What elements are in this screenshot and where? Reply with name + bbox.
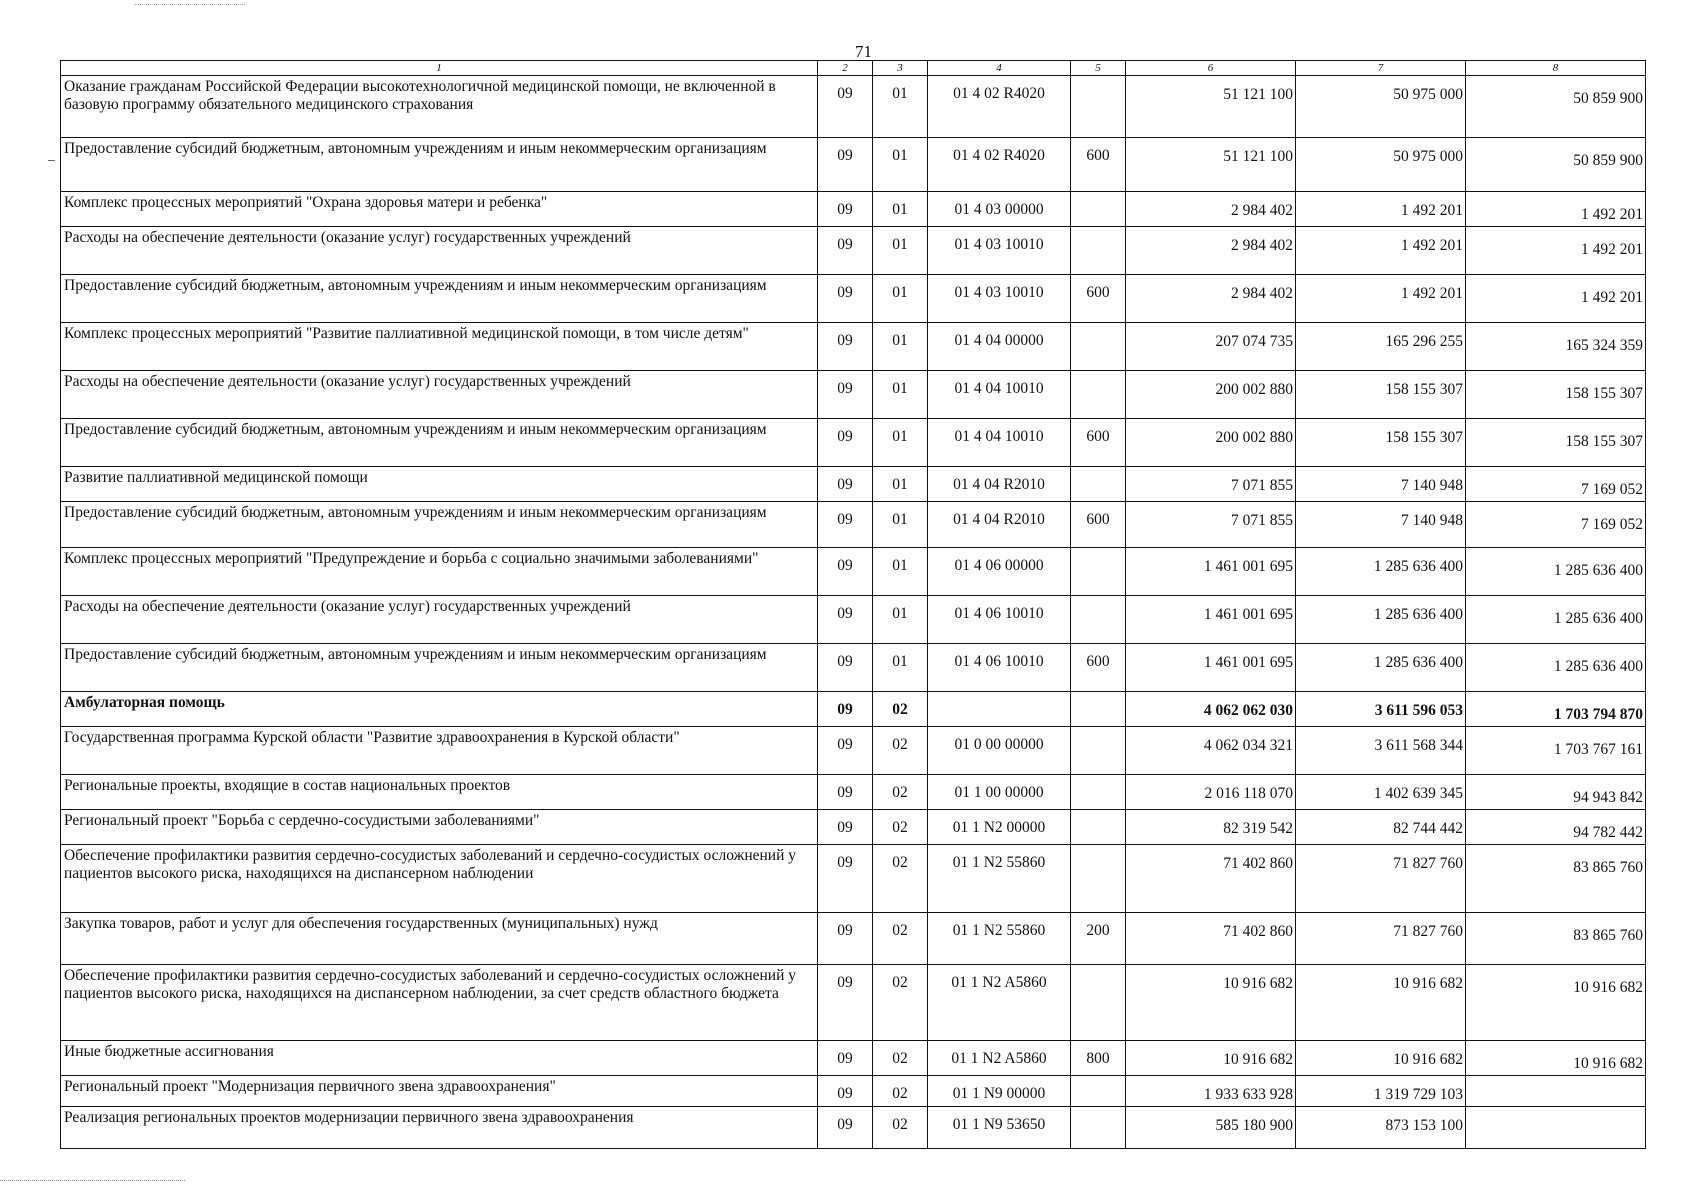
row-subsection-cell: 02 (873, 965, 928, 1041)
row-name-cell: Иные бюджетные ассигнования (61, 1041, 818, 1076)
row-expense-type-cell (1071, 1076, 1126, 1107)
row-name-cell: Комплекс процессных мероприятий "Развитие паллиативной медицинской помощи, в том числе детям" (61, 323, 818, 371)
row-amount-col8-cell: 165 324 359 (1466, 323, 1646, 371)
table-row (61, 965, 1646, 1041)
row-section-cell: 09 (818, 913, 873, 965)
row-amount-col8-cell: 7 169 052 (1466, 467, 1646, 502)
row-subsection-cell: 01 (873, 323, 928, 371)
row-expense-type-cell: 600 (1071, 275, 1126, 323)
row-expense-type-cell: 600 (1071, 502, 1126, 548)
row-amount-col7-cell: 1 319 729 103 (1296, 1076, 1466, 1107)
row-target-article-cell: 01 1 N9 53650 (928, 1107, 1071, 1149)
row-section-cell: 09 (818, 1041, 873, 1076)
scan-artifact-bottom (0, 1180, 185, 1181)
table-row (61, 467, 1646, 502)
row-expense-type-cell (1071, 810, 1126, 845)
row-amount-col7-cell: 1 285 636 400 (1296, 548, 1466, 596)
budget-table-container (60, 60, 1645, 1149)
row-section-cell: 09 (818, 1107, 873, 1149)
row-amount-col8-cell: 83 865 760 (1466, 845, 1646, 913)
row-amount-col6-cell: 2 984 402 (1126, 192, 1296, 227)
row-amount-col8-cell: 1 492 201 (1466, 192, 1646, 227)
row-name-cell: Развитие паллиативной медицинской помощи (61, 467, 818, 502)
row-subsection-cell: 01 (873, 371, 928, 419)
row-subsection-cell: 01 (873, 596, 928, 644)
row-amount-col6-cell: 2 984 402 (1126, 227, 1296, 275)
row-section-cell: 09 (818, 596, 873, 644)
row-name-cell: Обеспечение профилактики развития сердечно-сосудистых заболеваний и сердечно-сосудистых осложнений у пациентов высокого риска, находящихся на диспансерном наблюдении, за счет средств областного бюджета (61, 965, 818, 1041)
row-target-article-cell: 01 4 02 R4020 (928, 76, 1071, 138)
col-header-1: 1 (61, 61, 818, 76)
row-target-article-cell: 01 4 06 00000 (928, 548, 1071, 596)
row-name-cell: Расходы на обеспечение деятельности (оказание услуг) государственных учреждений (61, 227, 818, 275)
col-header-5: 5 (1071, 61, 1126, 76)
row-expense-type-cell (1071, 192, 1126, 227)
row-target-article-cell: 01 4 06 10010 (928, 596, 1071, 644)
row-expense-type-cell: 800 (1071, 1041, 1126, 1076)
row-amount-col8-cell: 10 916 682 (1466, 965, 1646, 1041)
row-amount-col8-cell: 1 285 636 400 (1466, 596, 1646, 644)
row-target-article-cell: 01 1 00 00000 (928, 775, 1071, 810)
row-name-cell: Региональный проект "Борьба с сердечно-сосудистыми заболеваниями" (61, 810, 818, 845)
row-name-cell: Региональные проекты, входящие в состав национальных проектов (61, 775, 818, 810)
row-amount-col6-cell: 7 071 855 (1126, 502, 1296, 548)
row-name-cell: Расходы на обеспечение деятельности (оказание услуг) государственных учреждений (61, 371, 818, 419)
table-row (61, 1041, 1646, 1076)
row-amount-col8-cell (1466, 1107, 1646, 1149)
row-expense-type-cell: 600 (1071, 138, 1126, 192)
row-section-cell: 09 (818, 419, 873, 467)
row-section-cell: 09 (818, 548, 873, 596)
row-section-cell: 09 (818, 192, 873, 227)
row-name-cell: Предоставление субсидий бюджетным, автономным учреждениям и иным некоммерческим организациям (61, 644, 818, 692)
row-amount-col6-cell: 200 002 880 (1126, 371, 1296, 419)
row-target-article-cell: 01 4 02 R4020 (928, 138, 1071, 192)
row-amount-col8-cell: 158 155 307 (1466, 419, 1646, 467)
row-amount-col6-cell: 2 984 402 (1126, 275, 1296, 323)
table-row (61, 692, 1646, 727)
row-name-cell: Расходы на обеспечение деятельности (оказание услуг) государственных учреждений (61, 596, 818, 644)
row-amount-col8-cell (1466, 1076, 1646, 1107)
row-section-cell: 09 (818, 227, 873, 275)
row-amount-col7-cell: 50 975 000 (1296, 138, 1466, 192)
row-amount-col6-cell: 200 002 880 (1126, 419, 1296, 467)
row-subsection-cell: 02 (873, 810, 928, 845)
row-subsection-cell: 01 (873, 76, 928, 138)
row-amount-col7-cell: 7 140 948 (1296, 467, 1466, 502)
row-target-article-cell: 01 4 03 00000 (928, 192, 1071, 227)
row-name-cell: Предоставление субсидий бюджетным, автономным учреждениям и иным некоммерческим организациям (61, 275, 818, 323)
row-amount-col6-cell: 4 062 062 030 (1126, 692, 1296, 727)
row-expense-type-cell (1071, 323, 1126, 371)
row-section-cell: 09 (818, 644, 873, 692)
table-row (61, 138, 1646, 192)
row-amount-col7-cell: 873 153 100 (1296, 1107, 1466, 1149)
row-target-article-cell: 01 1 N2 00000 (928, 810, 1071, 845)
table-row (61, 227, 1646, 275)
row-amount-col6-cell: 51 121 100 (1126, 138, 1296, 192)
row-subsection-cell: 01 (873, 227, 928, 275)
table-row (61, 644, 1646, 692)
row-amount-col7-cell: 82 744 442 (1296, 810, 1466, 845)
table-row (61, 275, 1646, 323)
row-subsection-cell: 01 (873, 502, 928, 548)
row-expense-type-cell: 600 (1071, 644, 1126, 692)
row-section-cell: 09 (818, 727, 873, 775)
row-section-cell: 09 (818, 76, 873, 138)
row-amount-col8-cell: 1 703 794 870 (1466, 692, 1646, 727)
header-row (61, 61, 1646, 76)
row-name-cell: Региональный проект "Модернизация первичного звена здравоохранения" (61, 1076, 818, 1107)
row-subsection-cell: 02 (873, 1076, 928, 1107)
table-row (61, 323, 1646, 371)
table-body (61, 76, 1646, 1149)
row-amount-col8-cell: 1 492 201 (1466, 227, 1646, 275)
row-name-cell: Предоставление субсидий бюджетным, автономным учреждениям и иным некоммерческим организациям (61, 138, 818, 192)
row-section-cell: 09 (818, 323, 873, 371)
row-amount-col7-cell: 1 492 201 (1296, 192, 1466, 227)
row-subsection-cell: 02 (873, 692, 928, 727)
row-name-cell: Оказание гражданам Российской Федерации высокотехнологичной медицинской помощи, не включенной в базовую программу обязательного медицинского страхования (61, 76, 818, 138)
row-expense-type-cell (1071, 965, 1126, 1041)
row-amount-col7-cell: 158 155 307 (1296, 371, 1466, 419)
row-target-article-cell: 01 1 N2 55860 (928, 845, 1071, 913)
table-row (61, 845, 1646, 913)
row-amount-col8-cell: 1 492 201 (1466, 275, 1646, 323)
row-name-cell: Государственная программа Курской области "Развитие здравоохранения в Курской области" (61, 727, 818, 775)
row-subsection-cell: 02 (873, 845, 928, 913)
scan-artifact-top (135, 0, 245, 5)
row-amount-col6-cell: 1 461 001 695 (1126, 548, 1296, 596)
col-header-2: 2 (818, 61, 873, 76)
row-amount-col6-cell: 10 916 682 (1126, 965, 1296, 1041)
row-name-cell: Предоставление субсидий бюджетным, автономным учреждениям и иным некоммерческим организациям (61, 502, 818, 548)
row-target-article-cell: 01 0 00 00000 (928, 727, 1071, 775)
row-target-article-cell: 01 4 06 10010 (928, 644, 1071, 692)
row-target-article-cell: 01 4 03 10010 (928, 227, 1071, 275)
row-amount-col6-cell: 10 916 682 (1126, 1041, 1296, 1076)
row-subsection-cell: 01 (873, 548, 928, 596)
row-target-article-cell (928, 692, 1071, 727)
col-header-4: 4 (928, 61, 1071, 76)
row-amount-col7-cell: 1 285 636 400 (1296, 596, 1466, 644)
row-amount-col7-cell: 1 402 639 345 (1296, 775, 1466, 810)
row-target-article-cell: 01 4 04 R2010 (928, 467, 1071, 502)
table-row (61, 596, 1646, 644)
row-expense-type-cell: 600 (1071, 419, 1126, 467)
row-amount-col7-cell: 3 611 596 053 (1296, 692, 1466, 727)
row-expense-type-cell (1071, 1107, 1126, 1149)
row-amount-col7-cell: 10 916 682 (1296, 1041, 1466, 1076)
row-subsection-cell: 02 (873, 775, 928, 810)
row-amount-col7-cell: 71 827 760 (1296, 913, 1466, 965)
row-section-cell: 09 (818, 965, 873, 1041)
row-amount-col7-cell: 7 140 948 (1296, 502, 1466, 548)
scan-artifact-margin (48, 160, 55, 161)
row-amount-col6-cell: 51 121 100 (1126, 76, 1296, 138)
row-amount-col8-cell: 158 155 307 (1466, 371, 1646, 419)
row-subsection-cell: 01 (873, 138, 928, 192)
row-section-cell: 09 (818, 275, 873, 323)
table-row (61, 810, 1646, 845)
row-subsection-cell: 01 (873, 467, 928, 502)
row-subsection-cell: 02 (873, 1107, 928, 1149)
row-section-cell: 09 (818, 502, 873, 548)
budget-table (60, 60, 1646, 1149)
row-expense-type-cell (1071, 775, 1126, 810)
row-amount-col7-cell: 1 285 636 400 (1296, 644, 1466, 692)
col-header-8: 8 (1466, 61, 1646, 76)
row-expense-type-cell (1071, 548, 1126, 596)
row-name-cell: Амбулаторная помощь (61, 692, 818, 727)
row-amount-col6-cell: 71 402 860 (1126, 845, 1296, 913)
row-target-article-cell: 01 4 04 10010 (928, 371, 1071, 419)
row-amount-col6-cell: 207 074 735 (1126, 323, 1296, 371)
row-amount-col7-cell: 10 916 682 (1296, 965, 1466, 1041)
row-amount-col6-cell: 7 071 855 (1126, 467, 1296, 502)
row-expense-type-cell (1071, 371, 1126, 419)
row-target-article-cell: 01 1 N9 00000 (928, 1076, 1071, 1107)
row-name-cell: Закупка товаров, работ и услуг для обеспечения государственных (муниципальных) нужд (61, 913, 818, 965)
row-expense-type-cell (1071, 727, 1126, 775)
table-row (61, 419, 1646, 467)
row-amount-col8-cell: 94 782 442 (1466, 810, 1646, 845)
row-name-cell: Предоставление субсидий бюджетным, автономным учреждениям и иным некоммерческим организациям (61, 419, 818, 467)
row-name-cell: Реализация региональных проектов модернизации первичного звена здравоохранения (61, 1107, 818, 1149)
table-row (61, 775, 1646, 810)
row-subsection-cell: 02 (873, 1041, 928, 1076)
row-name-cell: Комплекс процессных мероприятий "Охрана здоровья матери и ребенка" (61, 192, 818, 227)
row-subsection-cell: 01 (873, 419, 928, 467)
row-expense-type-cell (1071, 227, 1126, 275)
row-subsection-cell: 01 (873, 275, 928, 323)
table-row (61, 913, 1646, 965)
row-expense-type-cell (1071, 467, 1126, 502)
row-section-cell: 09 (818, 845, 873, 913)
row-amount-col8-cell: 1 703 767 161 (1466, 727, 1646, 775)
row-target-article-cell: 01 4 04 00000 (928, 323, 1071, 371)
row-amount-col6-cell: 1 461 001 695 (1126, 596, 1296, 644)
table-row (61, 371, 1646, 419)
row-section-cell: 09 (818, 775, 873, 810)
row-amount-col6-cell: 2 016 118 070 (1126, 775, 1296, 810)
table-row (61, 1076, 1646, 1107)
row-section-cell: 09 (818, 467, 873, 502)
row-amount-col7-cell: 1 492 201 (1296, 275, 1466, 323)
row-amount-col7-cell: 50 975 000 (1296, 76, 1466, 138)
table-row (61, 502, 1646, 548)
row-amount-col8-cell: 10 916 682 (1466, 1041, 1646, 1076)
row-target-article-cell: 01 4 03 10010 (928, 275, 1071, 323)
row-expense-type-cell (1071, 596, 1126, 644)
row-amount-col7-cell: 165 296 255 (1296, 323, 1466, 371)
row-amount-col8-cell: 94 943 842 (1466, 775, 1646, 810)
col-header-3: 3 (873, 61, 928, 76)
row-amount-col6-cell: 82 319 542 (1126, 810, 1296, 845)
row-subsection-cell: 02 (873, 727, 928, 775)
row-expense-type-cell (1071, 692, 1126, 727)
page-number: 71 (855, 42, 872, 61)
row-amount-col8-cell: 50 859 900 (1466, 138, 1646, 192)
row-amount-col6-cell: 71 402 860 (1126, 913, 1296, 965)
row-target-article-cell: 01 4 04 10010 (928, 419, 1071, 467)
row-target-article-cell: 01 1 N2 A5860 (928, 1041, 1071, 1076)
row-amount-col7-cell: 3 611 568 344 (1296, 727, 1466, 775)
row-subsection-cell: 02 (873, 913, 928, 965)
row-target-article-cell: 01 1 N2 55860 (928, 913, 1071, 965)
row-expense-type-cell (1071, 845, 1126, 913)
table-row (61, 727, 1646, 775)
row-target-article-cell: 01 1 N2 A5860 (928, 965, 1071, 1041)
row-section-cell: 09 (818, 810, 873, 845)
row-amount-col6-cell: 1 461 001 695 (1126, 644, 1296, 692)
row-amount-col7-cell: 71 827 760 (1296, 845, 1466, 913)
row-amount-col8-cell: 1 285 636 400 (1466, 548, 1646, 596)
table-row (61, 548, 1646, 596)
row-expense-type-cell (1071, 76, 1126, 138)
row-amount-col8-cell: 83 865 760 (1466, 913, 1646, 965)
row-section-cell: 09 (818, 371, 873, 419)
col-header-6: 6 (1126, 61, 1296, 76)
row-amount-col8-cell: 7 169 052 (1466, 502, 1646, 548)
row-section-cell: 09 (818, 1076, 873, 1107)
row-amount-col6-cell: 4 062 034 321 (1126, 727, 1296, 775)
row-amount-col8-cell: 1 285 636 400 (1466, 644, 1646, 692)
row-subsection-cell: 01 (873, 192, 928, 227)
table-row (61, 192, 1646, 227)
row-name-cell: Обеспечение профилактики развития сердечно-сосудистых заболеваний и сердечно-сосудистых осложнений у пациентов высокого риска, находящихся на диспансерном наблюдении (61, 845, 818, 913)
row-name-cell: Комплекс процессных мероприятий "Предупреждение и борьба с социально значимыми заболеваниями" (61, 548, 818, 596)
row-target-article-cell: 01 4 04 R2010 (928, 502, 1071, 548)
row-amount-col8-cell: 50 859 900 (1466, 76, 1646, 138)
col-header-7: 7 (1296, 61, 1466, 76)
row-amount-col6-cell: 585 180 900 (1126, 1107, 1296, 1149)
row-amount-col6-cell: 1 933 633 928 (1126, 1076, 1296, 1107)
row-section-cell: 09 (818, 692, 873, 727)
row-subsection-cell: 01 (873, 644, 928, 692)
row-amount-col7-cell: 1 492 201 (1296, 227, 1466, 275)
table-row (61, 76, 1646, 138)
row-expense-type-cell: 200 (1071, 913, 1126, 965)
table-row (61, 1107, 1646, 1149)
row-section-cell: 09 (818, 138, 873, 192)
row-amount-col7-cell: 158 155 307 (1296, 419, 1466, 467)
